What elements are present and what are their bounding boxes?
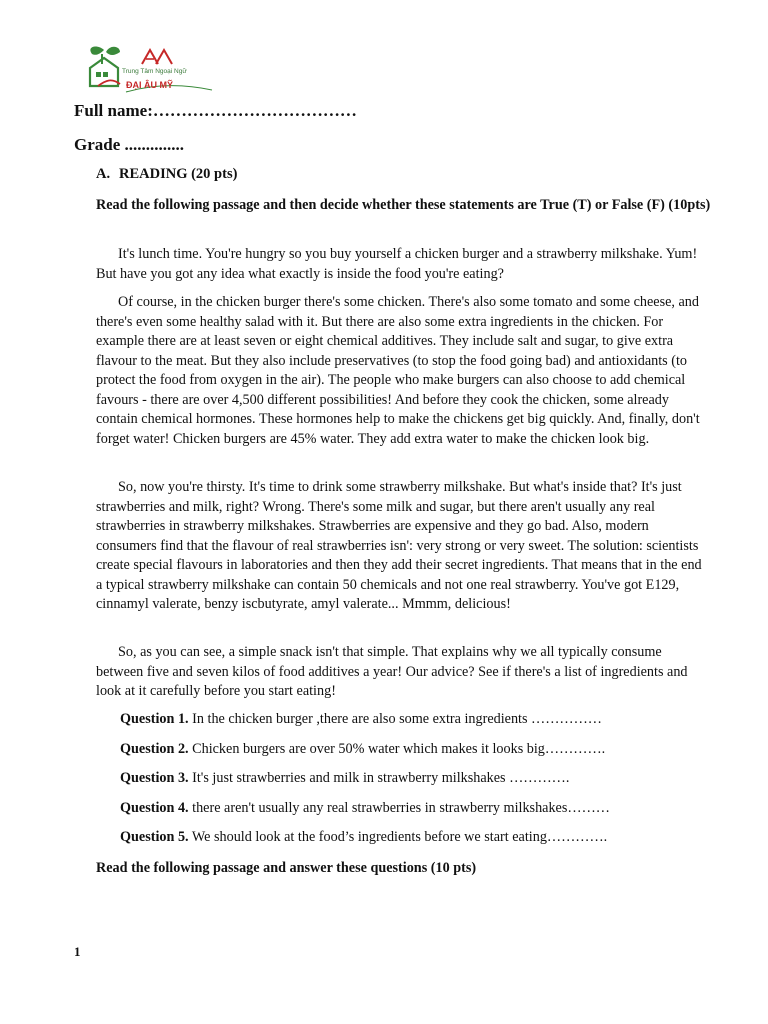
- question-text: there aren't usually any real strawberries in strawberry milkshakes………: [188, 800, 610, 816]
- question-text: Chicken burgers are over 50% water which makes it looks big………….: [188, 741, 606, 757]
- question-label: Question 1.: [120, 711, 189, 727]
- passage-paragraph-1: It's lunch time. You're hungry so you buy yourself a chicken burger and a strawberry milkshake. Yum! But have you got any idea what exactly is inside the food you're eating?: [96, 246, 698, 282]
- section-letter: A.: [96, 166, 111, 182]
- question-label: Question 3.: [120, 770, 189, 786]
- question-label: Question 5.: [120, 829, 189, 845]
- passage-paragraph-3: So, now you're thirsty. It's time to drink some strawberry milkshake. But what's inside that? It's just strawberries and milk, right? Wrong. There's some milk and sugar, but there aren't usually any real strawberries in strawberry milkshakes. Strawberries are expensive and they go bad. Also, modern consumers find that the flavour of real strawberries isn': very strong or very sweet. The solution: scientists create special flavours in laboratories and then they add their secret ingredients. That means that in the end a typical strawberry milkshake can contain 50 chemicals and not one real strawberry. You've got E129, cinnamyl valerate, benzy iscbutyrate, amyl valerate... Mmmm, delicious!: [96, 479, 702, 612]
- page-number: 1: [74, 944, 81, 959]
- question-2: [120, 741, 605, 758]
- passage-paragraph-4: So, as you can see, a simple snack isn't that simple. That explains why we all typically consume between five and seven kilos of food additives a year! Our advice? See if there's a list of ingredients and look at it carefully before you start eating!: [96, 644, 688, 699]
- passage-paragraph-2: Of course, in the chicken burger there's some chicken. There's also some tomato and some cheese, and there's even some healthy salad with it. But there are also some extra ingredients in the chicken. For example there are at least seven or eight chemical additives. They include salt and sugar, to give extra flavour to the meat. But they also include preservatives (to stop the food going bad) and antioxidants (to protect the food from oxygen in the air). The people who make burgers can also choose to add chemical favours - there are over 4,500 different possibilities! And before they cook the chicken, some already contain chemical hormones. These hormones help to make the chickens get big quickly. And, finally, don't forget water! Chicken burgers are 45% water. They add extra water to make the chicken look big.: [96, 294, 700, 447]
- logo-line-2: ĐẠI ÂU MỸ: [126, 80, 173, 90]
- question-text: In the chicken burger ,there are also some extra ingredients ……………: [188, 711, 602, 727]
- question-text: We should look at the food’s ingredients before we start eating………….: [188, 829, 608, 845]
- section-title: READING (20 pts): [119, 166, 238, 182]
- grade-field: Grade ..............: [74, 135, 185, 154]
- question-3: [120, 770, 569, 787]
- question-label: Question 2.: [120, 741, 189, 757]
- logo-line-1: Trung Tâm Ngoại Ngữ: [122, 68, 187, 75]
- section-heading: [96, 166, 237, 183]
- question-1: [120, 711, 602, 728]
- instruction-true-false: Read the following passage and then decide whether these statements are True (T) or False (F) (10pts): [96, 197, 711, 213]
- question-5: [120, 829, 607, 846]
- question-label: Question 4.: [120, 800, 189, 816]
- question-4: [120, 800, 610, 817]
- full-name-field: Full name:………………………………: [74, 101, 357, 120]
- instruction-answer-questions: Read the following passage and answer these questions (10 pts): [96, 860, 477, 876]
- question-text: It's just strawberries and milk in strawberry milkshakes ………….: [188, 770, 570, 786]
